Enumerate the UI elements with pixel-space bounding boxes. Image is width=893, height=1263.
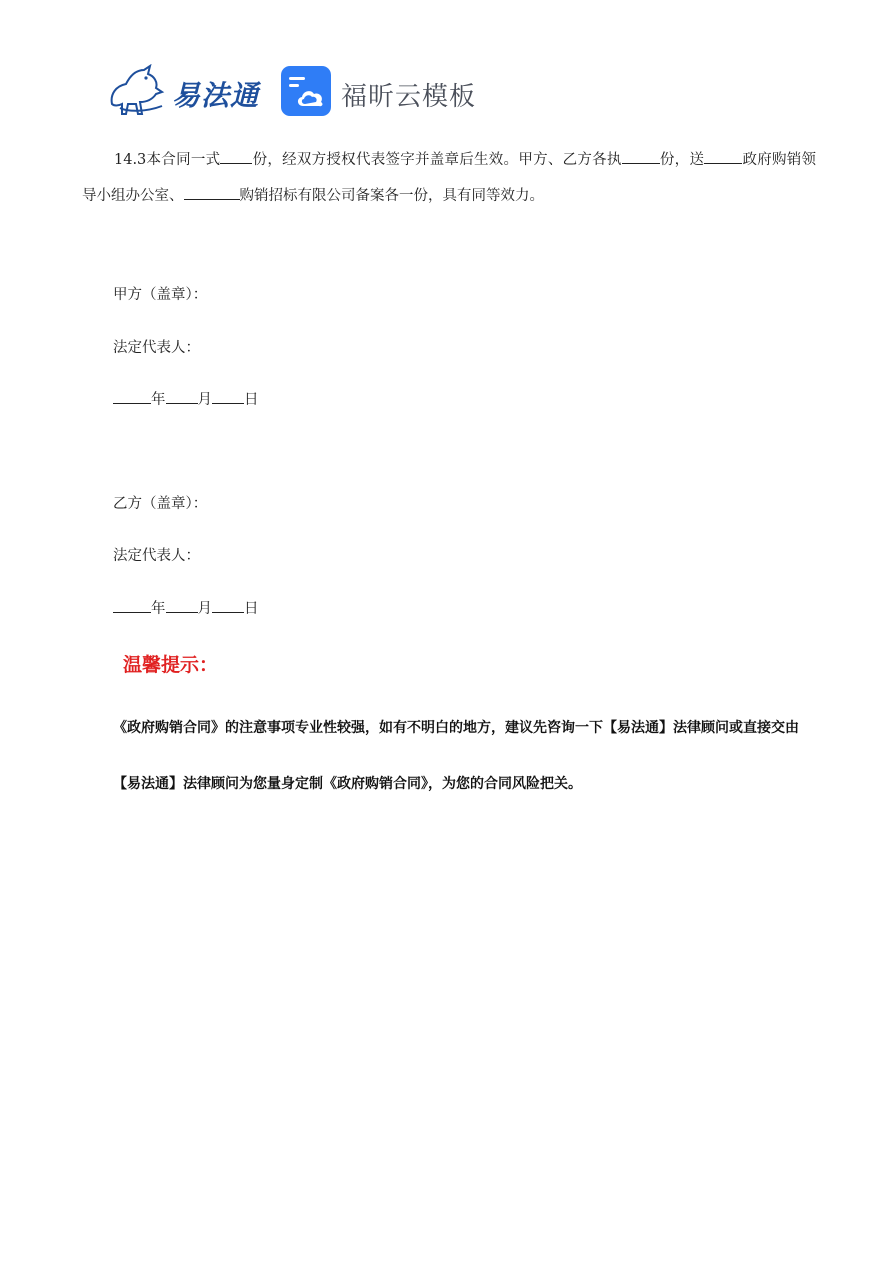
party-b-date [113, 598, 259, 619]
blank-month [166, 598, 198, 613]
yifatong-brand-text: 易法通 [172, 79, 260, 112]
clause-text-5: 购销招标有限公司备案各一份，具有同等效力。 [239, 188, 544, 204]
blank-year [113, 598, 151, 613]
blank-copies-total [220, 149, 252, 164]
party-a-seal: 甲方（盖章）： [113, 287, 208, 303]
tip-body: 《政府购销合同》的注意事项专业性较强，如有不明白的地方，建议先咨询一下【易法通】法律顾问或直接交由【易法通】法律顾问为您量身定制《政府购销合同》，为您的合同风险把关。 [113, 720, 799, 792]
day-label: 日 [244, 392, 259, 408]
clause-text-3: 份，送 [659, 152, 705, 168]
clause-text-1: 14.3本合同一式 [114, 152, 221, 168]
party-b-seal: 乙方（盖章）： [113, 496, 208, 512]
clause-text-2: 份，经双方授权代表签字并盖章后生效。甲方、乙方各执 [252, 152, 622, 168]
party-a-rep: 法定代表人： [113, 340, 200, 356]
party-a-date [113, 389, 259, 410]
yifatong-logo [106, 62, 261, 120]
clause-text-4: 政府购销领导小组办公室、 [82, 152, 817, 204]
year-label: 年 [151, 392, 166, 408]
party-b-rep: 法定代表人： [113, 548, 200, 564]
clause-14-3 [82, 142, 816, 214]
month-label: 月 [197, 392, 212, 408]
blank-copies-each [622, 149, 660, 164]
blank-company [184, 185, 240, 200]
fuxin-app-name: 福昕云模板 [341, 82, 477, 112]
year-label: 年 [151, 601, 166, 617]
fuxin-logo [281, 66, 511, 120]
unicorn-mascot-icon [106, 64, 172, 118]
month-label: 月 [197, 601, 212, 617]
header-logos [106, 62, 506, 122]
day-label: 日 [244, 601, 259, 617]
blank-day [212, 598, 244, 613]
blank-month [166, 389, 198, 404]
tip-title: 温馨提示： [123, 654, 219, 676]
blank-send-to [704, 149, 742, 164]
blank-day [212, 389, 244, 404]
cloud-app-icon [281, 66, 331, 116]
blank-year [113, 389, 151, 404]
